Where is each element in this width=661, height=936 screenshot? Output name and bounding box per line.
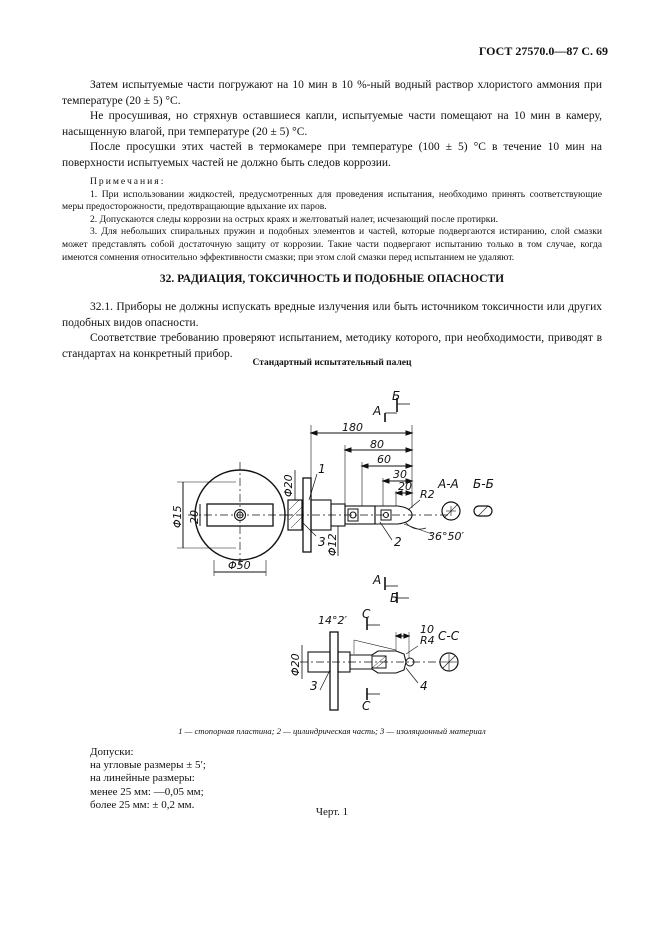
label-30: 30	[393, 468, 407, 481]
tolerances	[90, 746, 206, 812]
paragraph: Соответствие требованию проверяют испытанием, методику которого, при необходимости, приводят в стандартах на конкретный прибор.	[62, 332, 602, 360]
figure-title: Стандартный испытательный палец	[252, 358, 412, 368]
label-angle-36: 36°50′	[428, 530, 464, 543]
label-cut-c-bottom: С	[362, 699, 371, 713]
section-views-ab	[442, 502, 492, 520]
paragraph: Затем испытуемые части погружают на 10 мин в 10 %-ный водный раствор хлористого аммония при температуре (20 ± 5) °С.	[62, 79, 602, 107]
page-header: ГОСТ 27570.0—87 С. 69	[478, 44, 608, 58]
tolerance-line: Допуски:	[90, 746, 134, 758]
notes-block	[62, 176, 602, 264]
figure-caption: 1 — стопорная пластина; 2 — цилиндрическая часть; 3 — изоляционный материал	[178, 726, 486, 736]
label-r4: R4	[420, 634, 435, 647]
label-section-aa: А-А	[438, 477, 459, 491]
label-10: 10	[420, 623, 434, 636]
tolerance-line: на линейные размеры:	[90, 772, 195, 785]
label-80: 80	[370, 438, 384, 451]
note-item: 3. Для небольших спиральных пружин и подобных элементов и частей, которые подвергаются истиранию, слой смазки может представлять собой достаточную защиту от коррозии. Такие части подвергают испытанию только в том случае, когда имеются сомнения относительно эффективности смазки; при этом слой смазки перед испытанием не удаляют.	[62, 226, 602, 263]
label-angle-14: 14°2′	[318, 614, 347, 627]
figure-number: Черт. 1	[315, 806, 349, 818]
label-dia-12: Φ12	[326, 533, 339, 556]
paragraph: 32.1. Приборы не должны испускать вредные излучения или быть источником токсичности или других подобных видов опасности.	[62, 301, 602, 329]
label-dia-15: Φ15	[171, 505, 184, 528]
label-cut-a-bottom: А	[373, 573, 382, 587]
label-20b: 20	[188, 510, 201, 524]
label-dia-20-c: Φ20	[289, 653, 302, 676]
note-item: 2. Допускаются следы коррозии на острых краях и желтоватый налет, исчезающий после протирки.	[90, 213, 498, 225]
label-part-1: 1	[318, 462, 326, 476]
tolerance-line: более 25 мм: ± 0,2 мм.	[90, 798, 195, 811]
technical-drawing	[0, 370, 661, 715]
label-dia-20: Φ20	[282, 474, 295, 497]
label-part-3-c: 3	[310, 679, 318, 693]
label-60: 60	[377, 453, 391, 466]
label-section-cc: С-С	[438, 629, 460, 643]
label-part-2: 2	[394, 535, 402, 549]
notes-heading: Примечания:	[90, 176, 166, 187]
note-item: 1. При использовании жидкостей, предусмотренных для проведения испытания, необходимо принять соответствующие меры предосторожности, предотвращающие вдыхание их паров.	[62, 188, 602, 213]
label-cut-a-top: А	[373, 404, 382, 418]
paragraph: После просушки этих частей в термокамере при температуре (100 ± 5) °С в течение 10 мин на поверхности испытуемых частей не должно быть следов коррозии.	[62, 141, 602, 169]
label-cut-c-top: С	[362, 607, 371, 621]
label-dia-50: Φ50	[228, 559, 251, 572]
detail-view-c	[300, 618, 458, 710]
paragraph: Не просушивая, но стряхнув оставшиеся капли, испытуемые части помещают на 10 мин в камеру, насыщенную влагой, при температуре (20 ± 5) °С.	[62, 110, 602, 138]
body-top	[62, 78, 602, 264]
label-cut-b-bottom: Б	[390, 591, 399, 605]
label-section-bb: Б-Б	[473, 477, 494, 491]
label-part-4: 4	[420, 679, 428, 693]
section-title: 32. РАДИАЦИЯ, ТОКСИЧНОСТЬ И ПОДОБНЫЕ ОПАСНОСТИ	[159, 273, 505, 285]
section-body	[62, 300, 602, 362]
label-180: 180	[342, 421, 363, 434]
tolerance-line: менее 25 мм: —0,05 мм;	[90, 785, 204, 798]
label-20a: 20	[398, 480, 412, 493]
label-cut-b-top: Б	[392, 389, 401, 403]
label-part-3: 3	[318, 535, 326, 549]
tolerance-line: на угловые размеры ± 5′;	[90, 759, 206, 772]
label-r2: R2	[420, 488, 435, 501]
